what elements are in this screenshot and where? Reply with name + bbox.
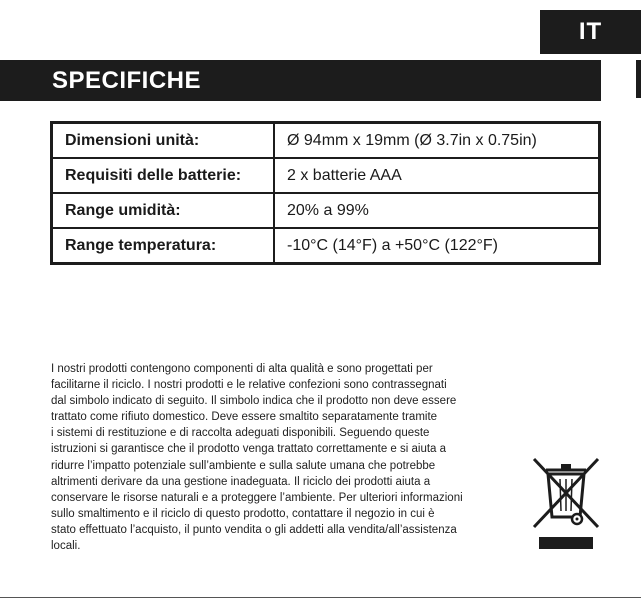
disposal-line: locali. bbox=[51, 540, 81, 553]
spec-label: Range umidità: bbox=[52, 193, 275, 228]
table-row bbox=[52, 193, 600, 228]
disposal-line: I nostri prodotti contengono componenti di alta qualità e sono progettati per bbox=[51, 363, 433, 375]
disposal-line: i sistemi di restituzione e di raccolta adeguati disponibili. Seguendo queste bbox=[51, 427, 430, 440]
specifications-table bbox=[50, 121, 601, 265]
disposal-line: facilitarne il riciclo. I nostri prodotti e le relative confezioni sono contrassegnati bbox=[51, 379, 447, 392]
spec-label: Dimensioni unità: bbox=[52, 123, 275, 159]
crossed-out-wheelie-bin-icon bbox=[528, 455, 604, 551]
disposal-line: trattato come rifiuto domestico. Deve essere smaltito separatamente tramite bbox=[51, 411, 438, 424]
table-row bbox=[52, 158, 600, 193]
table-row bbox=[52, 228, 600, 264]
section-title: SPECIFICHE bbox=[52, 67, 202, 94]
page-bottom-rule bbox=[0, 597, 641, 598]
spec-value: Ø 94mm x 19mm (Ø 3.7in x 0.75in) bbox=[287, 131, 537, 149]
disposal-line: dal simbolo indicato di seguito. Il simbolo indica che il prodotto non deve essere bbox=[51, 395, 457, 408]
table-row bbox=[52, 123, 600, 159]
spec-value: -10°C (14°F) a +50°C (122°F) bbox=[274, 228, 600, 264]
disposal-line: istruzioni si garantisce che il prodotto venga trattato correttamente e si aiuta a bbox=[51, 443, 447, 456]
disposal-line: ridurre l’impatto potenziale sull’ambiente e sulla salute umana che potrebbe bbox=[51, 459, 436, 472]
disposal-line: altrimenti derivare da una gestione inadeguata. Il riciclo dei prodotti aiuta a bbox=[51, 475, 431, 488]
spec-label: Requisiti delle batterie: bbox=[52, 158, 275, 193]
page-edge-mark bbox=[636, 60, 641, 98]
section-title-bar bbox=[0, 60, 601, 101]
spec-value: 2 x batterie AAA bbox=[274, 158, 600, 193]
disposal-notice bbox=[51, 361, 513, 554]
disposal-line: stato effettuato l’acquisto, il punto vendita o gli addetti alla vendita/all’assistenza bbox=[51, 523, 457, 536]
disposal-line: sullo smaltimento e il riciclo di questo prodotto, contattare il negozio in cui è bbox=[51, 507, 435, 520]
disposal-line: conservare le risorse naturali e a proteggere l’ambiente. Per ulteriori informazioni bbox=[51, 491, 463, 504]
language-tab: IT bbox=[540, 10, 641, 54]
spec-value: 20% a 99% bbox=[274, 193, 600, 228]
spec-label: Range temperatura: bbox=[52, 228, 275, 264]
